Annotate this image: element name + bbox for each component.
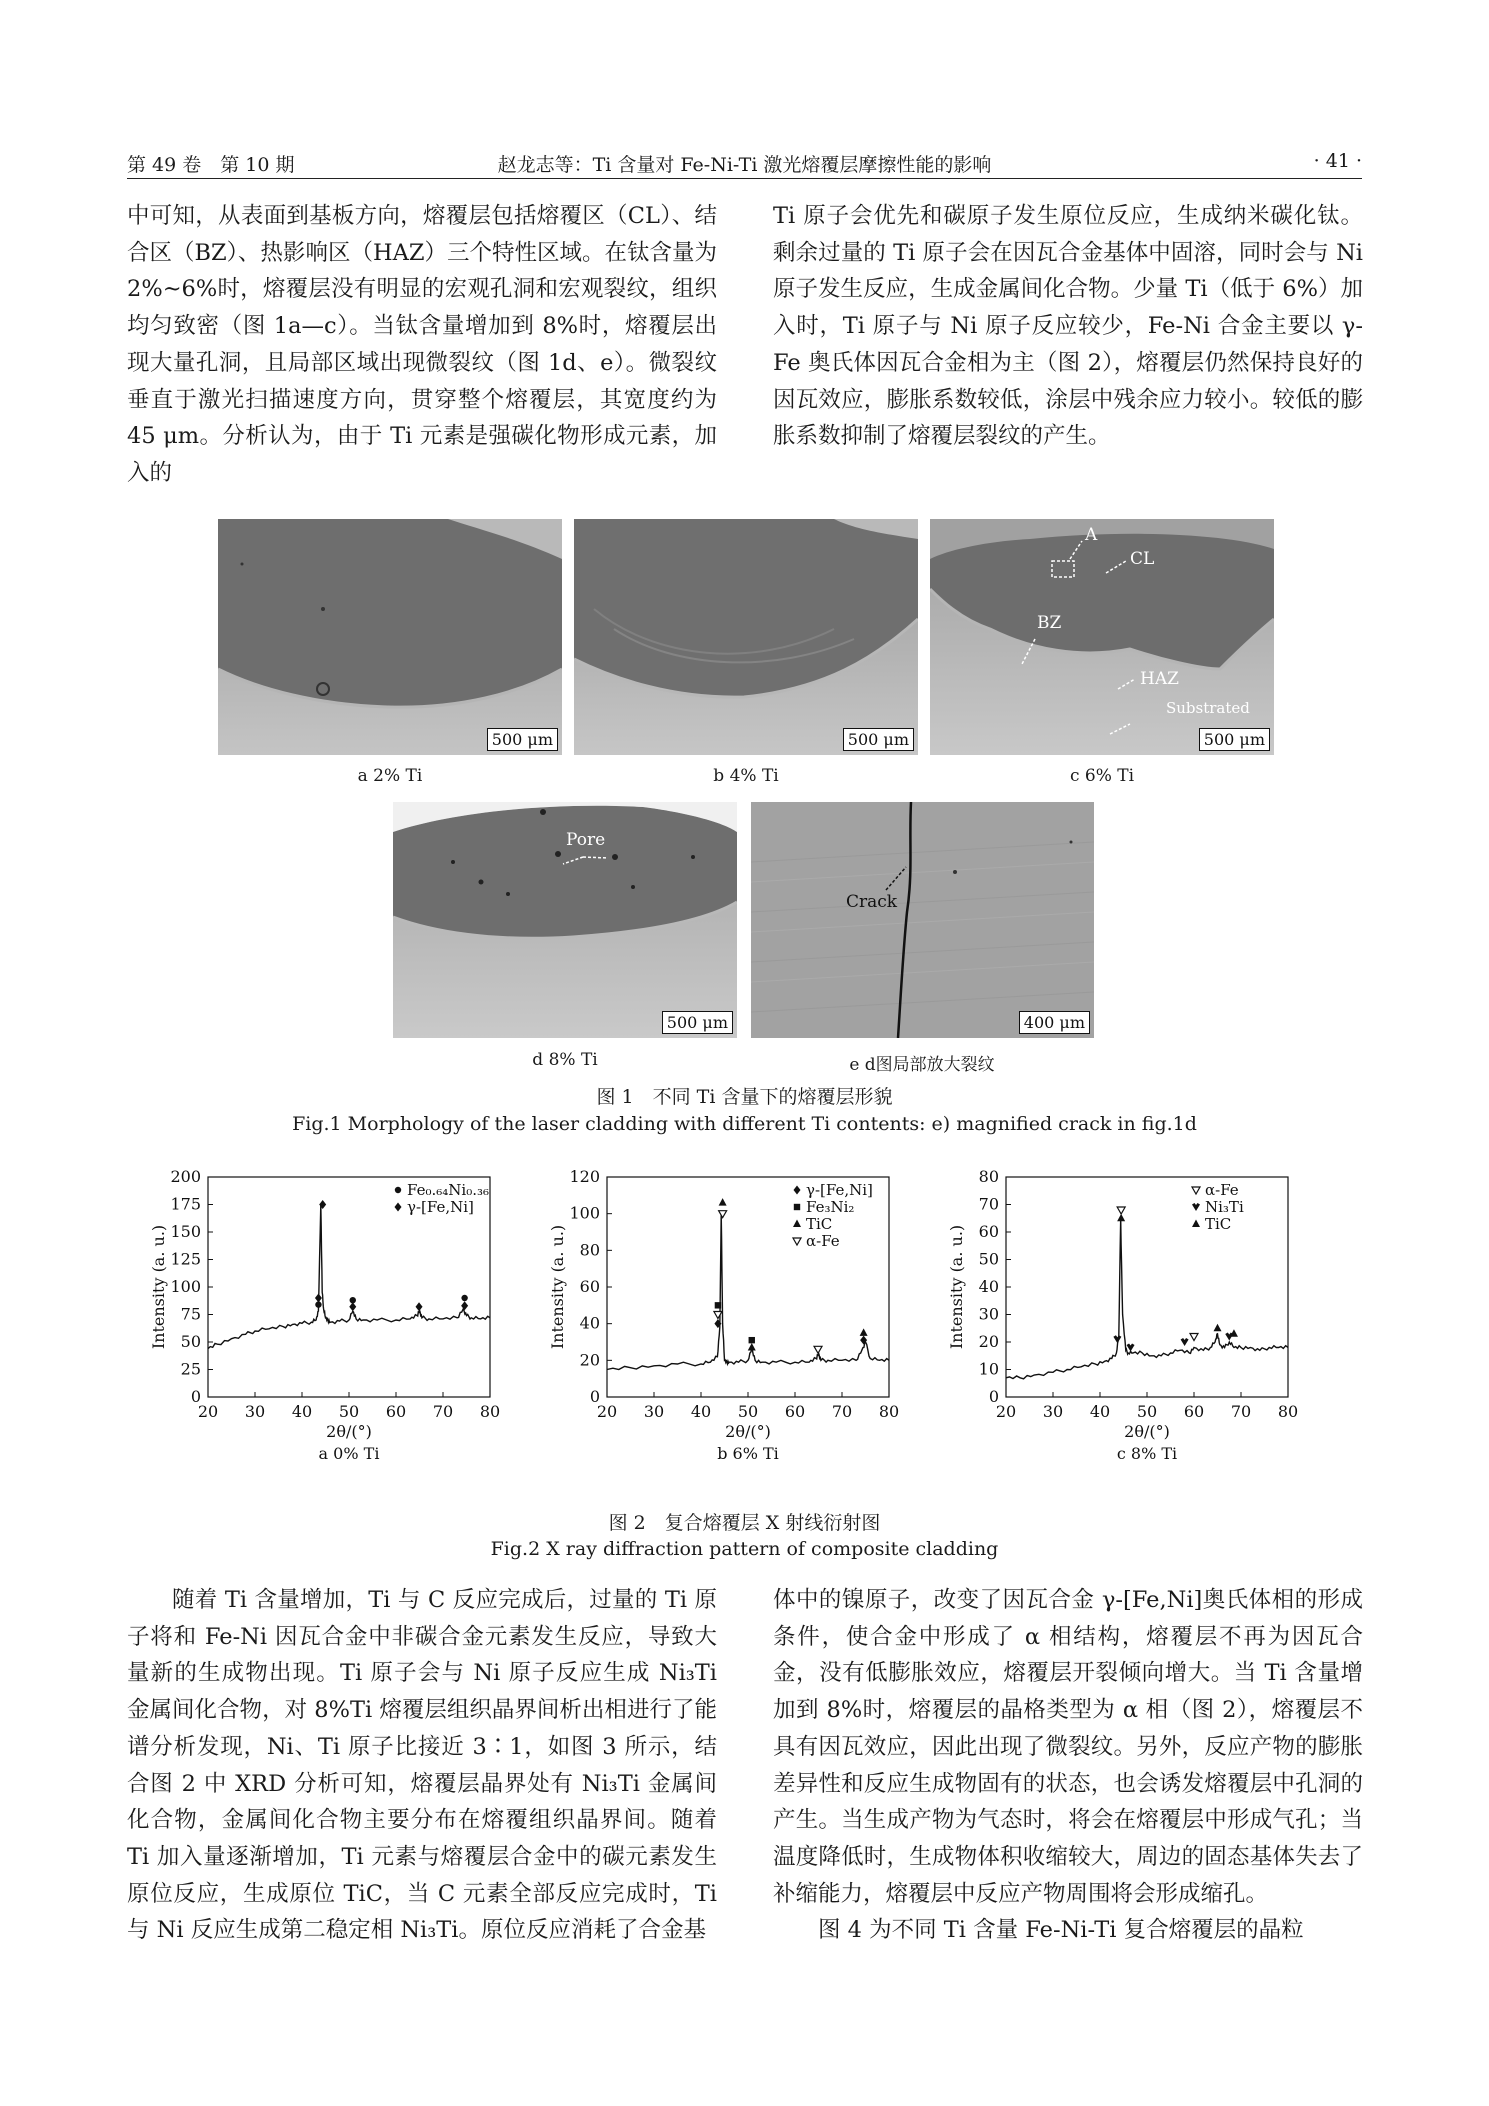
legend-entry: α-Fe — [806, 1232, 840, 1250]
micrograph-c — [930, 519, 1274, 755]
paragraph: 随着 Ti 含量增加，Ti 与 C 反应完成后，过量的 Ti 原子将和 Fe-Ni 因瓦合金中非碳合金元素发生反应，导致大量新的生成物出现。Ti 原子会与 Ni 原子反应生成 Ni₃Ti 金属间化合物，对 8%Ti 熔覆层组织晶界间析出相进行了能谱分析发现，Ni、Ti 原子比接近 3∶1，如图 3 所示，结合图 2 中 XRD 分析可知，熔覆层晶界处有 Ni₃Ti 金属间化合物，金属间化合物主要分布在熔覆组织晶界间。随着 Ti 加入量逐渐增加，Ti 元素与熔覆层合金中的碳元素发生原位反应，生成原位 TiC，当 C 元素全部反应完成时，Ti 与 Ni 反应生成第二稳定相 Ni₃Ti。原位反应消耗了合金基 — [127, 1587, 717, 1944]
peak-marker — [1181, 1338, 1189, 1346]
figure-1-caption-cn: 图 1 不同 Ti 含量下的熔覆层形貌 — [596, 1086, 893, 1108]
xrd-chart-b — [545, 1165, 935, 1465]
x-tick-label: 60 — [385, 1402, 407, 1421]
micrograph-a — [218, 519, 562, 755]
legend-symbol — [395, 1187, 401, 1193]
bottom-left-column — [127, 1582, 717, 1949]
y-tick-label: 150 — [170, 1222, 201, 1241]
peak-marker — [814, 1346, 822, 1353]
x-tick-label: 80 — [878, 1402, 900, 1421]
x-tick-label: 70 — [432, 1402, 454, 1421]
y-axis-label: Intensity (a. u.) — [947, 1224, 966, 1350]
y-tick-label: 0 — [988, 1387, 999, 1406]
y-axis-label: Intensity (a. u.) — [548, 1224, 567, 1350]
y-tick-label: 80 — [579, 1240, 600, 1260]
region-label-haz: HAZ — [1140, 669, 1179, 689]
x-tick-label: 50 — [1136, 1402, 1158, 1421]
micrograph-e — [751, 802, 1094, 1038]
journal-volume: 第 49 卷 第 10 期 — [127, 154, 295, 176]
pore-label: Pore — [566, 830, 606, 850]
micrograph-d — [393, 802, 737, 1038]
crack-label: Crack — [846, 892, 898, 912]
x-axis-label: 2θ/(°) — [326, 1422, 372, 1441]
x-axis-label: 2θ/(°) — [725, 1422, 771, 1441]
region-label-a: A — [1085, 525, 1098, 545]
subfigure-caption: d 8% Ti — [532, 1050, 598, 1070]
panel-caption: b 6% Ti — [717, 1444, 779, 1463]
scale-bar: 500 μm — [843, 728, 914, 751]
legend-symbol — [395, 1203, 402, 1212]
x-tick-label: 40 — [291, 1402, 313, 1421]
y-tick-label: 100 — [170, 1277, 201, 1296]
y-tick-label: 0 — [589, 1387, 600, 1406]
y-tick-label: 40 — [978, 1277, 999, 1296]
x-tick-label: 60 — [1183, 1402, 1205, 1421]
y-tick-label: 60 — [579, 1277, 600, 1296]
running-title: 赵龙志等：Ti 含量对 Fe-Ni-Ti 激光熔覆层摩擦性能的影响 — [497, 154, 992, 176]
y-tick-label: 80 — [978, 1167, 999, 1186]
running-header — [127, 150, 1362, 180]
peak-marker — [719, 1198, 727, 1206]
peak-marker — [349, 1302, 356, 1311]
top-right-column — [773, 198, 1363, 455]
x-tick-label: 70 — [1230, 1402, 1252, 1421]
x-tick-label: 70 — [831, 1402, 853, 1421]
figure-1-caption-en: Fig.1 Morphology of the laser cladding with different Ti contents: e) magnified crack in fig.1d — [292, 1113, 1197, 1135]
scale-bar: 500 μm — [662, 1011, 733, 1034]
xrd-series-line — [607, 1214, 889, 1370]
x-axis-label: 2θ/(°) — [1124, 1422, 1170, 1441]
region-label-bz: BZ — [1037, 613, 1062, 633]
x-tick-label: 30 — [1042, 1402, 1064, 1421]
peak-marker — [719, 1211, 727, 1218]
scale-bar: 500 μm — [487, 728, 558, 751]
peak-marker — [1117, 1207, 1125, 1214]
peak-marker — [1127, 1344, 1135, 1352]
peak-marker — [461, 1295, 467, 1301]
micrograph-b — [574, 519, 918, 755]
y-tick-label: 50 — [180, 1332, 201, 1351]
y-tick-label: 10 — [978, 1359, 999, 1379]
legend-symbol — [1192, 1187, 1200, 1194]
y-tick-label: 50 — [978, 1249, 999, 1269]
page-number: · 41 · — [1313, 150, 1362, 172]
y-tick-label: 60 — [978, 1222, 999, 1241]
paragraph: 图 4 为不同 Ti 含量 Fe-Ni-Ti 复合熔覆层的晶粒 — [818, 1917, 1304, 1944]
legend-symbol — [793, 1238, 801, 1245]
xrd-series-line — [208, 1205, 490, 1349]
legend-symbol — [1192, 1203, 1200, 1211]
y-tick-label: 200 — [170, 1167, 201, 1186]
y-tick-label: 20 — [978, 1332, 999, 1351]
x-tick-label: 40 — [1089, 1402, 1111, 1421]
y-tick-label: 125 — [170, 1249, 201, 1269]
x-tick-label: 80 — [479, 1402, 501, 1421]
paragraph: 体中的镍原子，改变了因瓦合金 γ-[Fe,Ni]奥氏体相的形成条件，使合金中形成了 α 相结构，熔覆层不再为因瓦合金，没有低膨胀效应，熔覆层开裂倾向增大。当 Ti 含量增加到 8%时，熔覆层的晶格类型为 α 相（图 2），熔覆层不具有因瓦效应，因此出现了微裂纹。另外，反应产物的膨胀差异性和反应生成物固有的状态，也会诱发熔覆层中孔洞的产生。当生成产物为气态时，将会在熔覆层中形成气孔；当温度降低时，生成物体积收缩较大，周边的固态基体失去了补缩能力，熔覆层中反应产物周围将会形成缩孔。 — [773, 1587, 1363, 1907]
peak-marker — [1113, 1335, 1121, 1343]
legend-entry: TiC — [1205, 1215, 1232, 1233]
subfigure-caption: c 6% Ti — [1069, 766, 1135, 786]
x-tick-label: 50 — [737, 1402, 759, 1421]
legend-symbol — [1192, 1220, 1200, 1228]
y-tick-label: 0 — [190, 1387, 201, 1406]
bottom-right-column — [773, 1582, 1363, 1949]
peak-marker — [715, 1302, 721, 1308]
y-tick-label: 75 — [180, 1304, 201, 1324]
legend-symbol — [794, 1204, 800, 1210]
x-tick-label: 20 — [596, 1402, 618, 1421]
subfigure-caption: b 4% Ti — [713, 766, 779, 786]
scale-bar: 500 μm — [1199, 728, 1270, 751]
panel-caption: a 0% Ti — [318, 1444, 380, 1463]
x-tick-label: 60 — [784, 1402, 806, 1421]
x-tick-label: 30 — [244, 1402, 266, 1421]
x-tick-label: 20 — [995, 1402, 1017, 1421]
legend-symbol — [794, 1186, 801, 1195]
peak-marker — [315, 1294, 322, 1303]
xrd-chart-a — [146, 1165, 536, 1465]
paragraph: Ti 原子会优先和碳原子发生原位反应，生成纳米碳化钛。剩余过量的 Ti 原子会在因瓦合金基体中固溶，同时会与 Ni 原子发生反应，生成金属间化合物。少量 Ti（低于 6%）加入时，Ti 原子与 Ni 原子反应较少，Fe-Ni 合金主要以 γ-Fe 奥氏体因瓦合金相为主（图 2），熔覆层仍然保持良好的因瓦效应，膨胀系数较低，涂层中残余应力较小。较低的膨胀系数抑制了熔覆层裂纹的产生。 — [773, 203, 1363, 450]
y-tick-label: 40 — [579, 1313, 600, 1333]
peak-marker — [416, 1302, 423, 1311]
peak-marker — [714, 1312, 722, 1319]
x-tick-label: 50 — [338, 1402, 360, 1421]
region-label-cl: CL — [1130, 549, 1155, 569]
x-tick-label: 20 — [197, 1402, 219, 1421]
subfigure-caption: e d图局部放大裂纹 — [849, 1055, 995, 1075]
peak-marker — [1190, 1334, 1198, 1341]
x-tick-label: 30 — [643, 1402, 665, 1421]
scale-bar: 400 μm — [1019, 1011, 1090, 1034]
y-tick-label: 100 — [569, 1203, 600, 1223]
legend-entry: Ni₃Ti — [1205, 1198, 1244, 1216]
y-tick-label: 20 — [579, 1350, 600, 1370]
top-left-column — [127, 198, 717, 492]
xrd-series-line — [1006, 1218, 1288, 1379]
legend-entry: Fe₀.₆₄Ni₀.₃₆ — [407, 1181, 490, 1199]
x-tick-label: 40 — [690, 1402, 712, 1421]
y-tick-label: 30 — [978, 1304, 999, 1324]
legend-entry: TiC — [806, 1215, 833, 1233]
y-tick-label: 120 — [569, 1167, 600, 1186]
plot-frame — [1006, 1177, 1288, 1397]
figure-2-caption-cn: 图 2 复合熔覆层 X 射线衍射图 — [608, 1512, 881, 1534]
peak-marker — [1214, 1324, 1222, 1332]
header-rule — [127, 178, 1362, 179]
y-tick-label: 70 — [978, 1194, 999, 1214]
legend-symbol — [793, 1220, 801, 1228]
paragraph: 中可知，从表面到基板方向，熔覆层包括熔覆区（CL）、结合区（BZ）、热影响区（HAZ）三个特性区域。在钛含量为 2%~6%时，熔覆层没有明显的宏观孔洞和宏观裂纹，组织均匀致密（图 1a—c）。当钛含量增加到 8%时，熔覆层出现大量孔洞，且局部区域出现微裂纹（图 1d、e）。微裂纹垂直于激光扫描速度方向，贯穿整个熔覆层，其宽度约为 45 μm。分析认为，由于 Ti 元素是强碳化物形成元素，加入的 — [127, 203, 717, 486]
y-axis-label: Intensity (a. u.) — [149, 1224, 168, 1350]
legend-entry: γ-[Fe,Ni] — [806, 1181, 873, 1199]
legend-entry: Fe₃Ni₂ — [806, 1198, 855, 1216]
figure-2-caption-en: Fig.2 X ray diffraction pattern of composite cladding — [490, 1538, 999, 1560]
legend-entry: γ-[Fe,Ni] — [407, 1198, 474, 1216]
legend-entry: α-Fe — [1205, 1181, 1239, 1199]
peak-marker — [860, 1328, 868, 1336]
panel-caption: c 8% Ti — [1116, 1444, 1178, 1463]
peak-marker — [461, 1301, 468, 1310]
y-tick-label: 175 — [170, 1194, 201, 1214]
y-tick-label: 25 — [180, 1359, 201, 1379]
x-tick-label: 80 — [1277, 1402, 1299, 1421]
region-label-substrate: Substrated — [1166, 699, 1250, 717]
peak-marker — [749, 1337, 755, 1343]
peak-marker — [350, 1297, 356, 1303]
peak-marker — [748, 1343, 756, 1351]
xrd-chart-c — [944, 1165, 1334, 1465]
subfigure-caption: a 2% Ti — [357, 766, 423, 786]
